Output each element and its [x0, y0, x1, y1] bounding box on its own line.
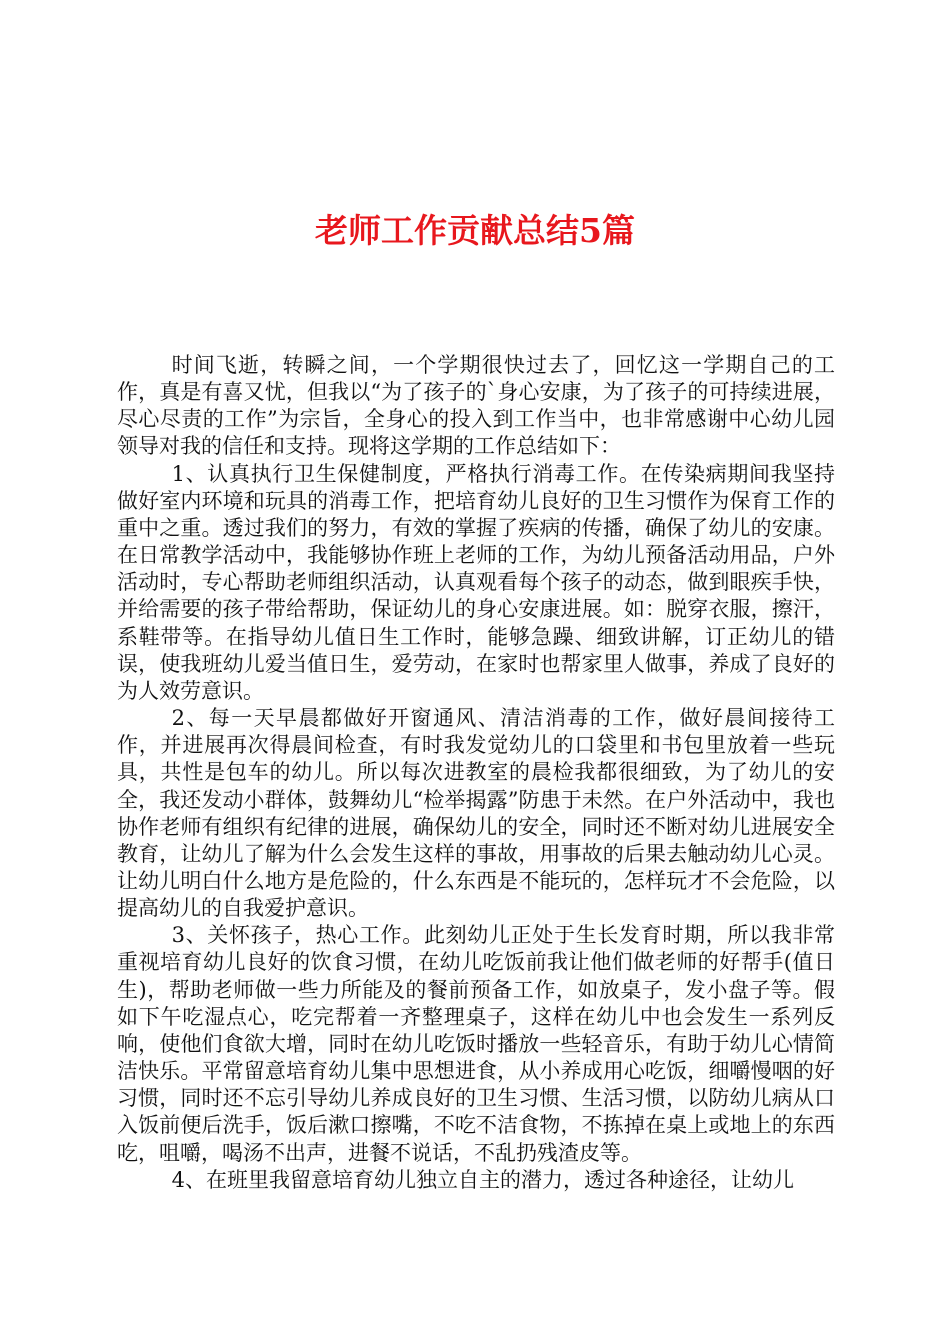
paragraph-item-4: 4、在班里我留意培育幼儿独立自主的潜力，透过各种途径，让幼儿: [171, 1167, 794, 1192]
paragraph-item-2: 2、每一天早晨都做好开窗通风、清洁消毒的工作，做好晨间接待工作，并进展再次得晨间检查，有时我发觉幼儿的口袋里和书包里放着一些玩具，共性是包车的幼儿。所以每次进教室的晨检我都很细致，为了幼儿的安全，我还发动小群体，鼓舞幼儿“检举揭露”防患于未然。在户外活动中，我也协作老师有组织有纪律的进展，确保幼儿的安全，同时还不断对幼儿进展安全教育，让幼儿了解为什么会发生这样的事故，用事故的后果去触动幼儿心灵。让幼儿明白什么地方是危险的，什么东西是不能玩的，怎样玩才不会危险，以提高幼儿的自我爱护意识。: [117, 706, 835, 921]
document-title: 老师工作贡献总结5篇: [315, 211, 635, 250]
paragraph-item-3: 3、关怀孩子，热心工作。此刻幼儿正处于生长发育时期，所以我非常重视培育幼儿良好的饮食习惯，在幼儿吃饭前我让他们做老师的好帮手(值日生)，帮助老师做一些力所能及的餐前预备工作，如放桌子，发小盘子等。假如下午吃湿点心，吃完帮着一齐整理桌子，这样在幼儿中也会发生一系列反响，使他们食欲大增，同时在幼儿吃饭时播放一些轻音乐，有助于幼儿心情简洁快乐。平常留意培育幼儿集中思想进食，从小养成用心吃饭，细嚼慢咽的好习惯，同时还不忘引导幼儿养成良好的卫生习惯、生活习惯，以防幼儿病从口入饭前便后洗手，饭后漱口擦嘴，不吃不洁食物，不拣掉在桌上或地上的东西吃，咀嚼，喝汤不出声，进餐不说话，不乱扔残渣皮等。: [117, 923, 835, 1165]
document-body: [117, 352, 835, 1194]
paragraph-intro: 时间飞逝，转瞬之间，一个学期很快过去了，回忆这一学期自己的工作，真是有喜又忧，但我以“为了孩子的`身心安康，为了孩子的可持续进展，尽心尽责的工作”为宗旨，全身心的投入到工作当中，也非常感谢中心幼儿园领导对我的信任和支持。现将这学期的工作总结如下：: [117, 353, 835, 459]
paragraph-item-1: 1、认真执行卫生保健制度，严格执行消毒工作。在传染病期间我坚持做好室内环境和玩具的消毒工作，把培育幼儿良好的卫生习惯作为保育工作的重中之重。透过我们的努力，有效的掌握了疾病的传播，确保了幼儿的安康。在日常教学活动中，我能够协作班上老师的工作，为幼儿预备活动用品，户外活动时，专心帮助老师组织活动，认真观看每个孩子的动态，做到眼疾手快，并给需要的孩子带给帮助，保证幼儿的身心安康进展。如：脱穿衣服，擦汗，系鞋带等。在指导幼儿值日生工作时，能够急躁、细致讲解，订正幼儿的错误，使我班幼儿爱当值日生，爱劳动，在家时也帮家里人做事，养成了良好的为人效劳意识。: [117, 461, 835, 703]
